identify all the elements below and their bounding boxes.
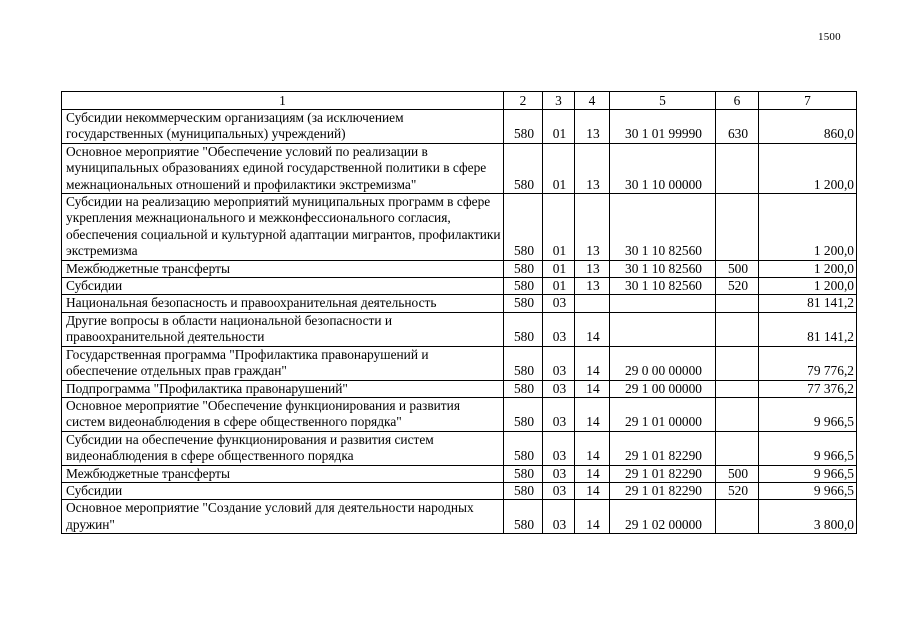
row-section: 01 — [543, 143, 575, 193]
row-amount: 77 376,2 — [759, 380, 857, 397]
row-target: 29 1 01 00000 — [610, 397, 716, 431]
row-section: 03 — [543, 431, 575, 465]
row-target: 30 1 01 99990 — [610, 110, 716, 144]
row-code: 580 — [504, 500, 543, 534]
budget-table — [61, 91, 857, 534]
row-amount: 3 800,0 — [759, 500, 857, 534]
row-type: 500 — [716, 465, 759, 482]
row-target: 29 0 00 00000 — [610, 346, 716, 380]
row-amount: 860,0 — [759, 110, 857, 144]
column-header-7: 7 — [759, 92, 857, 110]
column-header-1: 1 — [62, 92, 504, 110]
row-section: 01 — [543, 260, 575, 277]
row-type — [716, 346, 759, 380]
row-name: Субсидии на обеспечение функционирования и развития систем видеонаблюдения в сфере общественного порядка — [62, 431, 504, 465]
row-name: Межбюджетные трансферты — [62, 465, 504, 482]
row-subsection: 13 — [575, 260, 610, 277]
row-code: 580 — [504, 312, 543, 346]
row-type — [716, 295, 759, 312]
row-name: Национальная безопасность и правоохранительная деятельность — [62, 295, 504, 312]
row-type: 630 — [716, 110, 759, 144]
table-row — [62, 278, 857, 295]
column-header-3: 3 — [543, 92, 575, 110]
row-section: 03 — [543, 500, 575, 534]
row-code: 580 — [504, 278, 543, 295]
row-target: 29 1 01 82290 — [610, 465, 716, 482]
table-row — [62, 500, 857, 534]
row-code: 580 — [504, 295, 543, 312]
row-code: 580 — [504, 380, 543, 397]
row-target: 30 1 10 82560 — [610, 194, 716, 261]
row-type — [716, 380, 759, 397]
row-subsection: 13 — [575, 143, 610, 193]
row-name: Подпрограмма "Профилактика правонарушений" — [62, 380, 504, 397]
row-code: 580 — [504, 260, 543, 277]
row-section: 03 — [543, 295, 575, 312]
row-subsection: 13 — [575, 278, 610, 295]
row-amount: 79 776,2 — [759, 346, 857, 380]
row-subsection: 14 — [575, 500, 610, 534]
row-code: 580 — [504, 346, 543, 380]
row-target: 29 1 01 82290 — [610, 482, 716, 499]
row-target: 30 1 10 00000 — [610, 143, 716, 193]
row-code: 580 — [504, 143, 543, 193]
table-header-row — [62, 92, 857, 110]
column-header-4: 4 — [575, 92, 610, 110]
row-section: 03 — [543, 346, 575, 380]
row-amount: 9 966,5 — [759, 482, 857, 499]
row-amount: 9 966,5 — [759, 465, 857, 482]
row-subsection — [575, 295, 610, 312]
row-subsection: 14 — [575, 465, 610, 482]
row-name: Субсидии некоммерческим организациям (за исключением государственных (муниципальных) учреждений) — [62, 110, 504, 144]
table-row — [62, 397, 857, 431]
row-subsection: 14 — [575, 431, 610, 465]
table-row — [62, 110, 857, 144]
row-name: Основное мероприятие "Обеспечение функционирования и развития систем видеонаблюдения в сфере общественного порядка" — [62, 397, 504, 431]
row-target — [610, 312, 716, 346]
row-section: 03 — [543, 380, 575, 397]
row-target: 30 1 10 82560 — [610, 278, 716, 295]
row-section: 03 — [543, 465, 575, 482]
row-type: 520 — [716, 278, 759, 295]
row-amount: 1 200,0 — [759, 260, 857, 277]
table-row — [62, 143, 857, 193]
row-code: 580 — [504, 194, 543, 261]
row-amount: 81 141,2 — [759, 295, 857, 312]
row-amount: 1 200,0 — [759, 143, 857, 193]
row-type — [716, 312, 759, 346]
row-type — [716, 397, 759, 431]
column-header-5: 5 — [610, 92, 716, 110]
row-type — [716, 431, 759, 465]
row-name: Межбюджетные трансферты — [62, 260, 504, 277]
row-subsection: 14 — [575, 380, 610, 397]
row-subsection: 14 — [575, 346, 610, 380]
row-amount: 1 200,0 — [759, 278, 857, 295]
row-name: Субсидии на реализацию мероприятий муниципальных программ в сфере укрепления межнационального и межконфессионального согласия, обеспечения социальной и культурной адаптации мигрантов, профилактики экстремизма — [62, 194, 504, 261]
page-number: 1500 — [818, 31, 841, 43]
row-subsection: 14 — [575, 312, 610, 346]
table-row — [62, 295, 857, 312]
row-code: 580 — [504, 110, 543, 144]
row-type: 500 — [716, 260, 759, 277]
row-type: 520 — [716, 482, 759, 499]
row-amount: 1 200,0 — [759, 194, 857, 261]
row-target: 29 1 01 82290 — [610, 431, 716, 465]
table-row — [62, 482, 857, 499]
row-code: 580 — [504, 431, 543, 465]
row-section: 03 — [543, 312, 575, 346]
row-code: 580 — [504, 397, 543, 431]
column-header-2: 2 — [504, 92, 543, 110]
row-name: Субсидии — [62, 482, 504, 499]
row-amount: 81 141,2 — [759, 312, 857, 346]
table-row — [62, 260, 857, 277]
table-row — [62, 312, 857, 346]
row-subsection: 13 — [575, 194, 610, 261]
row-code: 580 — [504, 465, 543, 482]
column-header-6: 6 — [716, 92, 759, 110]
row-amount: 9 966,5 — [759, 397, 857, 431]
row-section: 01 — [543, 194, 575, 261]
row-subsection: 13 — [575, 110, 610, 144]
row-section: 03 — [543, 397, 575, 431]
table-row — [62, 194, 857, 261]
row-section: 01 — [543, 110, 575, 144]
row-subsection: 14 — [575, 397, 610, 431]
row-target: 29 1 02 00000 — [610, 500, 716, 534]
table-row — [62, 465, 857, 482]
table-row — [62, 346, 857, 380]
row-code: 580 — [504, 482, 543, 499]
row-target: 30 1 10 82560 — [610, 260, 716, 277]
row-type — [716, 194, 759, 261]
row-type — [716, 500, 759, 534]
row-amount: 9 966,5 — [759, 431, 857, 465]
row-type — [716, 143, 759, 193]
row-subsection: 14 — [575, 482, 610, 499]
row-name: Другие вопросы в области национальной безопасности и правоохранительной деятельности — [62, 312, 504, 346]
row-name: Основное мероприятие "Создание условий для деятельности народных дружин" — [62, 500, 504, 534]
row-target — [610, 295, 716, 312]
table-row — [62, 431, 857, 465]
row-target: 29 1 00 00000 — [610, 380, 716, 397]
row-section: 01 — [543, 278, 575, 295]
row-name: Субсидии — [62, 278, 504, 295]
row-name: Государственная программа "Профилактика правонарушений и обеспечение отдельных прав граждан" — [62, 346, 504, 380]
row-name: Основное мероприятие "Обеспечение условий по реализации в муниципальных образованиях единой государственной политики в сфере межнациональных отношений и профилактики экстремизма" — [62, 143, 504, 193]
row-section: 03 — [543, 482, 575, 499]
table-row — [62, 380, 857, 397]
